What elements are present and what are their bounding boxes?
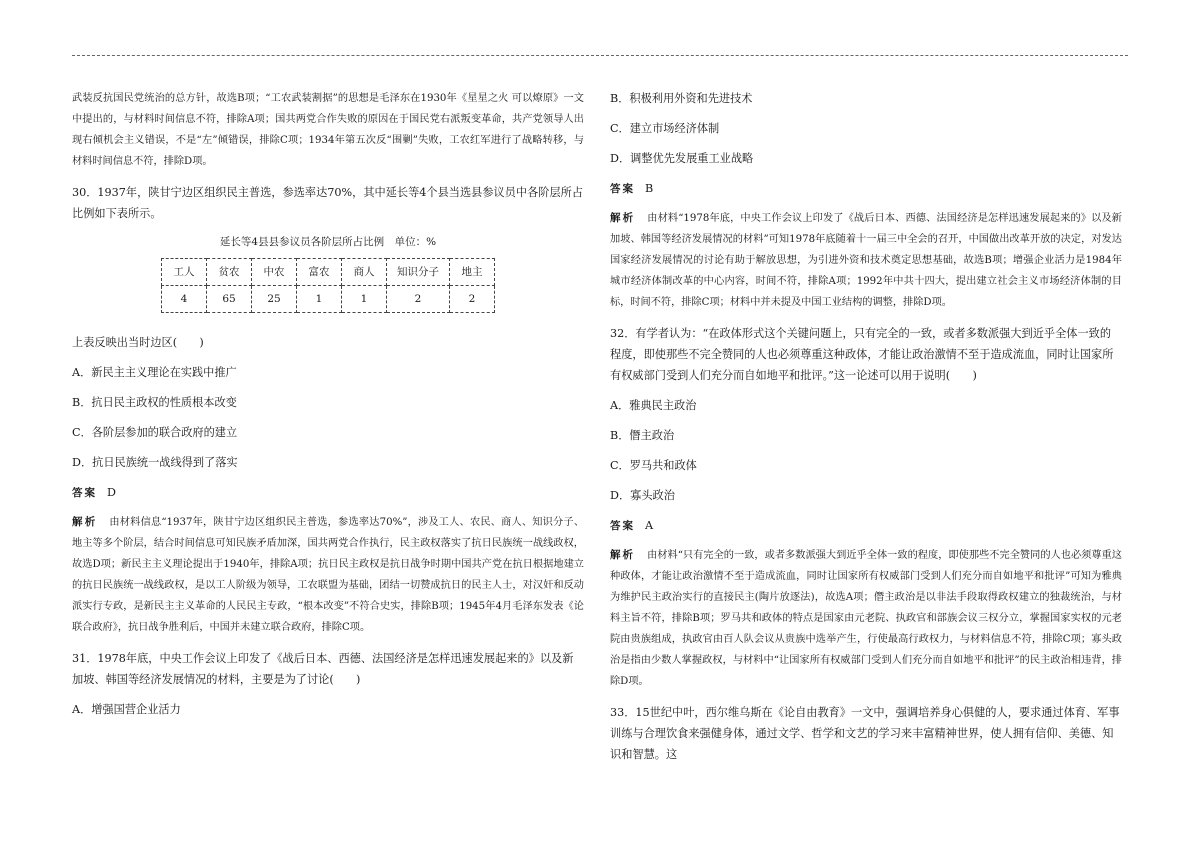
explanation-text: 由材料“只有完全的一致，或者多数派强大到近乎全体一致的程度，即使那些不完全赞同的人也必须尊重这种政体，才能让政治激情不至于造成流血，同时让国家所有权威部门受到人们充分而自如地平和批评”可知为雅典为维护民主政治实行的直接民主(陶片放逐法)，故选A项；僭主政治是以非法手段取得政权建立的独裁统治，与材料主旨不符，排除B项；罗马共和政体的特点是国家由元老院、执政官和部族会议三权分立，掌握国家实权的元老院由贵族组成，执政官由百人队会议从贵族中选举产生，行使最高行政权力，与材料信息不符，排除C项；寡头政治是指由少数人掌握政权，与材料中“让国家所有权威部门受到人们充分而自如地平和批评”的民主政治相违背，排除D项。 bbox=[610, 550, 1122, 687]
explanation-label: 解析 bbox=[610, 212, 636, 224]
table-header-cell: 中农 bbox=[252, 259, 297, 286]
answer-label: 答案 bbox=[610, 520, 635, 532]
option-c: C．罗马共和政体 bbox=[610, 459, 697, 472]
continued-explanation: 武装反抗国民党统治的总方针，故选B项；“工农武装割据”的思想是毛泽东在1930年《星星之火 可以燎原》一文中提出的，与材料时间信息不符，排除A项；国共两党合作失败的原因在于国民党右派叛变革命，共产党领导人出现右倾机会主义错误，不是“左”倾错误，排除C项；1934年第五次反“围剿”失败，工农红军进行了战略转移，与材料时间信息不符，排除D项。 bbox=[72, 93, 584, 167]
option-b: B．抗日民主政权的性质根本改变 bbox=[72, 396, 237, 409]
answer-label: 答案 bbox=[72, 487, 97, 499]
table-cell: 65 bbox=[207, 286, 252, 313]
question-32-stem: 32．有学者认为：“在政体形式这个关键问题上，只有完全的一致，或者多数派强大到近乎全体一致的程度，即使那些不完全赞同的人也必须尊重这种政体，才能让政治激情不至于造成流血，同时让国家所有权威部门受到人们充分而自如地平和批评。”这一论述可以用于说明( ) bbox=[610, 327, 1114, 382]
answer-value: A bbox=[645, 519, 654, 532]
table-cell: 1 bbox=[297, 286, 342, 313]
explanation-text: 由材料“1978年底，中央工作会议上印发了《战后日本、西德、法国经济是怎样迅速发展起来的》以及新加坡、韩国等经济发展情况的材料”可知1978年底随着十一届三中全会的召开，中国做出改革开放的决定，对发达国家经济发展情况的讨论有助于解放思想，为引进外资和技术奠定思想基础，故选B项；增强企业活力是1984年城市经济体制改革的中心内容，时间不符，排除A项；1992年中共十四大，提出建立社会主义市场经济体制的目标，时间不符，排除C项；材料中并未提及中国工业结构的调整，排除D项。 bbox=[610, 213, 1122, 308]
option-b: B．积极利用外资和先进技术 bbox=[610, 92, 753, 105]
answer-line bbox=[610, 515, 1122, 537]
table-cell: 1 bbox=[342, 286, 387, 313]
option-b: B．僭主政治 bbox=[610, 429, 675, 442]
answer-line bbox=[610, 178, 1122, 200]
explanation bbox=[610, 545, 1122, 692]
header-rule bbox=[72, 55, 1128, 56]
explanation bbox=[610, 208, 1122, 313]
table-header-cell: 商人 bbox=[342, 259, 387, 286]
explanation-label: 解析 bbox=[610, 549, 636, 561]
option-a: A．雅典民主政治 bbox=[610, 399, 697, 412]
stratum-table bbox=[161, 258, 495, 313]
explanation-label: 解析 bbox=[72, 516, 98, 528]
table-cell: 2 bbox=[387, 286, 450, 313]
table-header-row bbox=[162, 259, 495, 286]
table-cell: 4 bbox=[162, 286, 207, 313]
table-header-cell: 富农 bbox=[297, 259, 342, 286]
option-d: D．调整优先发展重工业战略 bbox=[610, 152, 754, 165]
question-30-stem: 30．1937年，陕甘宁边区组织民主普选，参选率达70%，其中延长等4个县当选县参议员中各阶层所占比例如下表所示。 bbox=[72, 186, 584, 220]
answer-label: 答案 bbox=[610, 183, 635, 195]
option-c: C．各阶层参加的联合政府的建立 bbox=[72, 426, 238, 439]
table-caption: 延长等4县县参议员各阶层所占比例 单位：% bbox=[219, 236, 437, 248]
answer-line bbox=[72, 482, 584, 504]
option-a: A．新民主主义理论在实践中推广 bbox=[72, 366, 237, 379]
table-header-cell: 地主 bbox=[450, 259, 495, 286]
table-cell: 25 bbox=[252, 286, 297, 313]
question-30-prompt: 上表反映出当时边区( ) bbox=[72, 336, 204, 349]
table-header-cell: 工人 bbox=[162, 259, 207, 286]
option-a: A．增强国营企业活力 bbox=[72, 703, 181, 716]
question-33-stem: 33．15世纪中叶，西尔维乌斯在《论自由教育》一文中，强调培养身心俱健的人，要求通过体育、军事训练与合理饮食来强健身体，通过文学、哲学和文艺的学习来丰富精神世界，使人拥有信仰、美德、知识和智慧。这 bbox=[610, 706, 1120, 761]
answer-value: D bbox=[107, 486, 116, 499]
explanation bbox=[72, 512, 584, 638]
left-column bbox=[72, 88, 584, 720]
option-c: C．建立市场经济体制 bbox=[610, 122, 720, 135]
question-31-stem: 31．1978年底，中央工作会议上印发了《战后日本、西德、法国经济是怎样迅速发展起来的》以及新加坡、韩国等经济发展情况的材料，主要是为了讨论( ) bbox=[72, 652, 574, 686]
table-cell: 2 bbox=[450, 286, 495, 313]
option-d: D．寡头政治 bbox=[610, 489, 675, 502]
option-d: D．抗日民族统一战线得到了落实 bbox=[72, 456, 238, 469]
right-column bbox=[610, 88, 1122, 765]
table-header-cell: 知识分子 bbox=[387, 259, 450, 286]
table-value-row bbox=[162, 286, 495, 313]
answer-value: B bbox=[645, 182, 654, 195]
table-header-cell: 贫农 bbox=[207, 259, 252, 286]
explanation-text: 由材料信息“1937年，陕甘宁边区组织民主普选，参选率达70%”，涉及工人、农民、商人、知识分子、地主等多个阶层，结合时间信息可知民族矛盾加深，国共两党合作执行，民主政权落实了抗日民族统一战线政权，故选D项；新民主主义理论提出于1940年，排除A项；抗日民主政权是抗日战争时期中国共产党在抗日根据地建立的抗日民族统一战线政权，是以工人阶级为领导，工农联盟为基础，团结一切赞成抗日的民主人士，对汉奸和反动派实行专政，是新民主主义革命的人民民主专政，“根本改变”不符合史实，排除B项；1945年4月毛泽东发表《论联合政府》，抗日战争胜利后，中国并未建立联合政府，排除C项。 bbox=[72, 517, 585, 633]
